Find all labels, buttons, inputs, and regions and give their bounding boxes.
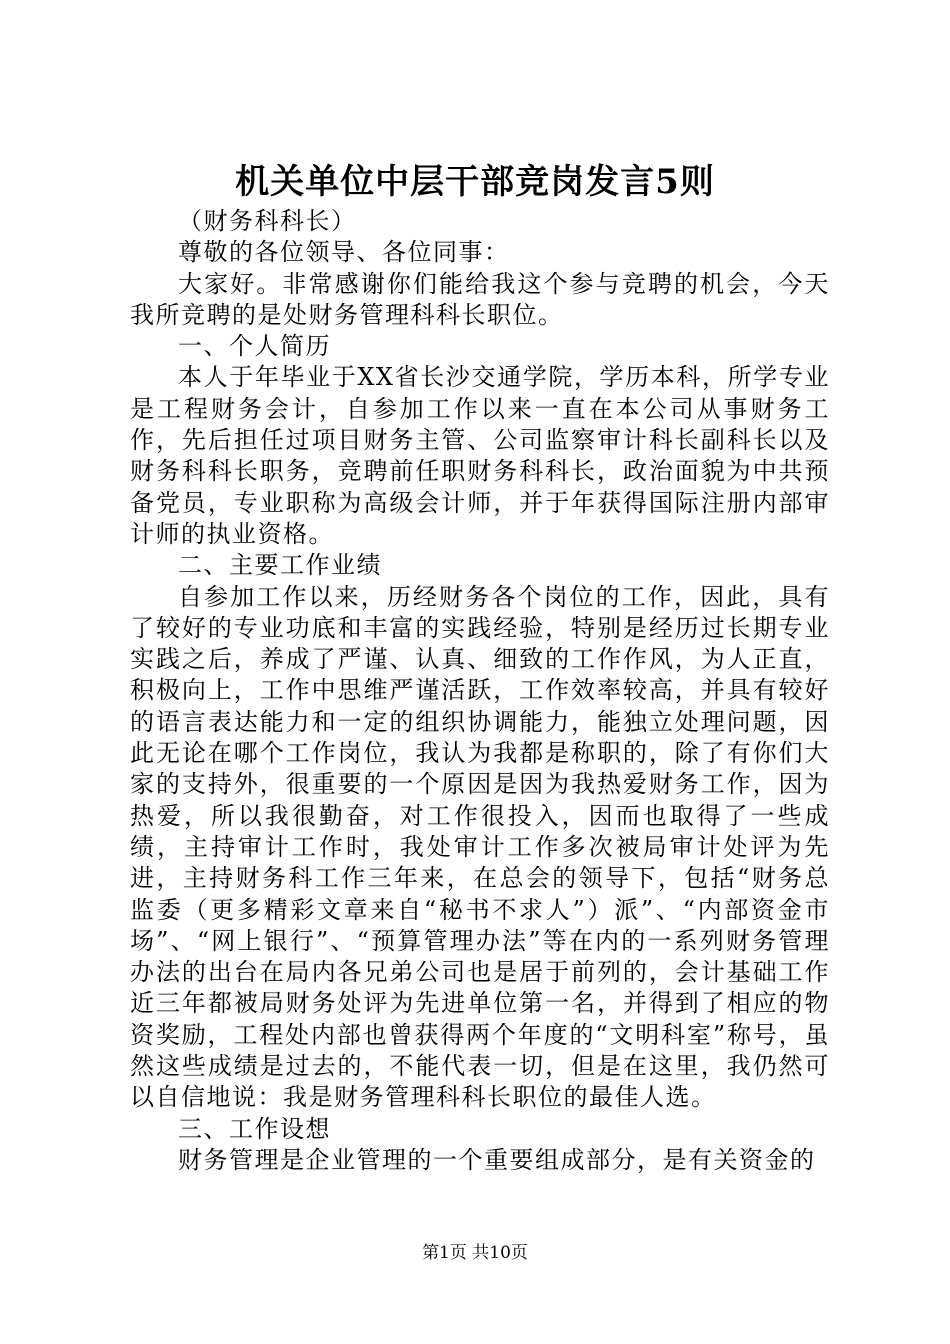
page-number-footer: 第1页 共10页 (422, 1243, 528, 1263)
paragraph-plans: 财务管理是企业管理的一个重要组成部分，是有关资金的 (178, 1145, 816, 1174)
paragraph-resume: 本人于年毕业于XX省长沙交通学院，学历本科，所学专业是工程财务会计，自参加工作以来一直在本公司从事财务工作，先后担任过项目财务主管、公司监察审计科长副科长以及财务科科长职务，竞聘前任职财务科科长，政治面貌为中共预备党员，专业职称为高级会计师，并于年获得国际注册内部审计师的执业资格。 (130, 363, 830, 548)
section-heading-resume: 一、个人简历 (178, 332, 331, 361)
paragraph-salutation: 尊敬的各位领导、各位同事： (178, 238, 510, 267)
section-heading-plans: 三、工作设想 (178, 1114, 331, 1143)
section-heading-achievements: 二、主要工作业绩 (178, 551, 382, 580)
document-title: 机关单位中层干部竞岗发言5则 (235, 162, 715, 202)
paragraph-achievements: 自参加工作以来，历经财务各个岗位的工作，因此，具有了较好的专业功底和丰富的实践经验，特别是经历过长期专业实践之后，养成了严谨、认真、细致的工作作风，为人正直，积极向上，工作中思维严谨活跃，工作效率较高，并具有较好的语言表达能力和一定的组织协调能力，能独立处理问题，因此无论在哪个工作岗位，我认为我都是称职的，除了有你们大家的支持外，很重要的一个原因是因为我热爱财务工作，因为热爱，所以我很勤奋，对工作很投入，因而也取得了一些成绩，主持审计工作时，我处审计工作多次被局审计处评为先进，主持财务科工作三年来，在总会的领导下，包括“财务总监委（更多精彩文章来自“秘书不求人”）派”、“内部资金市场”、“网上银行”、“预算管理办法”等在内的一系列财务管理办法的出台在局内各兄弟公司也是居于前列的，会计基础工作近三年都被局财务处评为先进单位第一名，并得到了相应的物资奖励，工程处内部也曾获得两个年度的“文明科室”称号，虽然这些成绩是过去的，不能代表一切，但是在这里，我仍然可以自信地说：我是财务管理科科长职位的最佳人选。 (130, 582, 830, 1112)
paragraph-greeting: 大家好。非常感谢你们能给我这个参与竞聘的机会，今天我所竞聘的是处财务管理科科长职位。 (130, 269, 830, 329)
paragraph-position: （财务科科长） (178, 207, 357, 235)
document-body (130, 206, 830, 1176)
